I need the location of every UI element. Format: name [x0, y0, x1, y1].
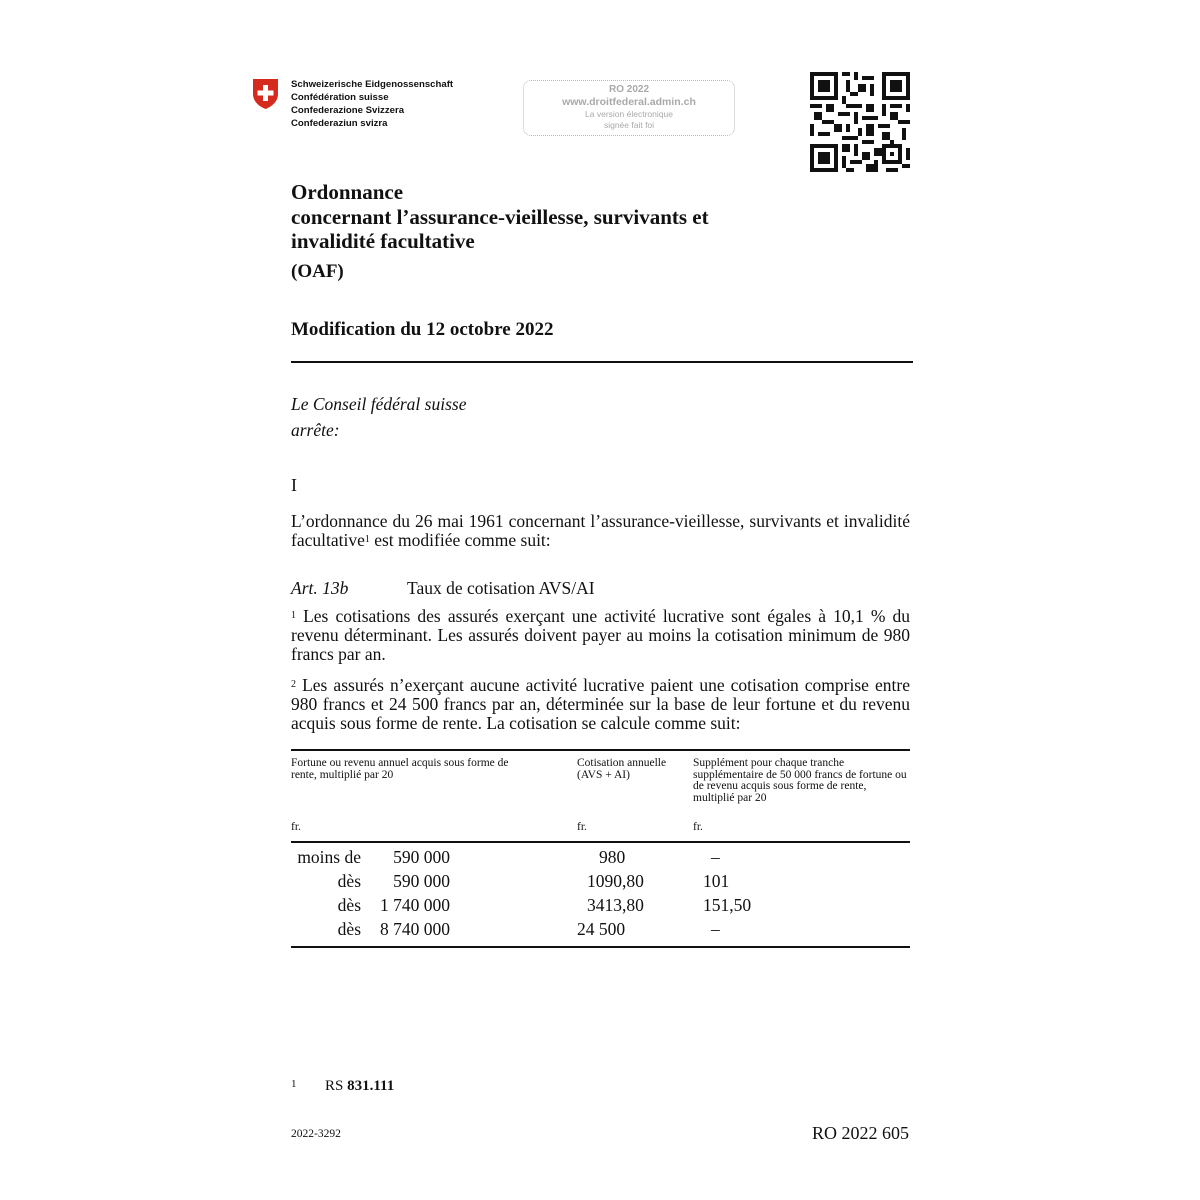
stamp-note-2: signée fait foi: [603, 120, 655, 130]
footnote-text: [325, 1078, 394, 1095]
intro-text-end: est modifiée comme suit:: [369, 530, 551, 550]
paragraph-number: 1: [291, 610, 296, 621]
confederation-name-it: Confederazione Svizzera: [291, 105, 405, 116]
article-number: Art. 13b: [291, 578, 349, 598]
table-header-contribution: Cotisation annuelle (AVS + AI): [577, 757, 667, 781]
paragraph-text: Les assurés n’exerçant aucune activité lucrative paient une cotisation comprise entre 980 francs et 24 500 francs par an, déterminée sur la base de leur fortune et du revenu acquis sous forme de rente. La cotisation se calcule comme suit:: [291, 675, 910, 733]
row-prefix: dès: [337, 895, 361, 915]
row-contribution: 3413,80: [587, 895, 644, 915]
decree-verb: arrête:: [291, 420, 340, 440]
confederation-name-de: Schweizerische Eidgenossenschaft: [291, 79, 454, 90]
table-header-rule: [291, 841, 910, 843]
title-line-2: concernant l’assurance-vieillesse, survivants et: [291, 204, 709, 229]
preamble: [291, 391, 466, 443]
table-header-supplement: Supplément pour chaque tranche supplémentaire de 50 000 francs de fortune ou de revenu acquis sous forme de rente, multiplié par 20: [693, 757, 907, 804]
row-prefix: moins de: [297, 847, 361, 867]
document-id: 2022-3292: [291, 1128, 341, 1140]
row-supplement: –: [711, 919, 720, 939]
row-prefix: dès: [337, 919, 361, 939]
row-contribution: 1090,80: [587, 871, 644, 891]
title-line-3: invalidité facultative: [291, 229, 475, 253]
row-contribution: 980: [599, 847, 626, 867]
paragraph-text: Les cotisations des assurés exerçant une activité lucrative sont égales à 10,1 % du revenu déterminant. Les assurés doivent payer au moins la cotisation minimum de 980 francs par an.: [291, 606, 910, 664]
paragraph-number: 2: [291, 679, 296, 690]
confederation-name-rm: Confederaziun svizra: [291, 118, 388, 129]
intro-text: L’ordonnance du 26 mai 1961 concernant l’assurance-vieillesse, survivants et invalidité facultative: [291, 511, 910, 550]
table-top-rule: [291, 749, 910, 751]
table-header-wealth: Fortune ou revenu annuel acquis sous forme de rente, multiplié par 20: [291, 757, 509, 781]
table-bottom-rule: [291, 946, 910, 948]
footnote-reference[interactable]: 1: [364, 534, 370, 545]
electronic-signature-stamp: [523, 80, 735, 136]
footnote-reference-number[interactable]: 831.111: [347, 1078, 395, 1094]
table-unit-wealth: fr.: [291, 821, 301, 833]
confederation-name-fr: Confédération suisse: [291, 92, 389, 103]
row-contribution: 24 500: [577, 919, 626, 939]
document-abbreviation: (OAF): [291, 261, 344, 282]
row-amount: 8 740 000: [380, 919, 450, 939]
confederation-names: [291, 78, 453, 130]
stamp-url: www.droitfederal.admin.ch: [562, 96, 696, 108]
row-supplement: –: [711, 847, 720, 867]
stamp-note-1: La version électronique: [585, 109, 673, 119]
title-divider: [291, 361, 913, 363]
table-unit-supplement: fr.: [693, 821, 703, 833]
modification-date: Modification du 12 octobre 2022: [291, 319, 554, 340]
footnote-number: 1: [291, 1078, 297, 1090]
row-amount: 590 000: [393, 871, 450, 891]
article-paragraph-2: [291, 676, 910, 733]
footnote-prefix: RS: [325, 1078, 348, 1094]
row-amount: 1 740 000: [380, 895, 450, 915]
table-unit-contribution: fr.: [577, 821, 587, 833]
swiss-coat-of-arms-icon: [252, 78, 279, 110]
issuer: Le Conseil fédéral suisse: [291, 394, 467, 414]
document-title: [291, 180, 709, 254]
title-line-1: Ordonnance: [291, 180, 404, 204]
page-reference: RO 2022 605: [811, 1123, 909, 1143]
intro-paragraph: [291, 512, 910, 550]
article-title: Taux de cotisation AVS/AI: [407, 578, 595, 598]
stamp-collection: RO 2022: [608, 84, 650, 95]
section-number: I: [291, 475, 297, 495]
row-amount: 590 000: [393, 847, 450, 867]
article-heading: [291, 578, 595, 599]
row-supplement: 151,50: [703, 895, 752, 915]
row-prefix: dès: [337, 871, 361, 891]
article-paragraph-1: [291, 607, 910, 664]
qr-code-icon: [810, 72, 910, 172]
row-supplement: 101: [703, 871, 730, 891]
